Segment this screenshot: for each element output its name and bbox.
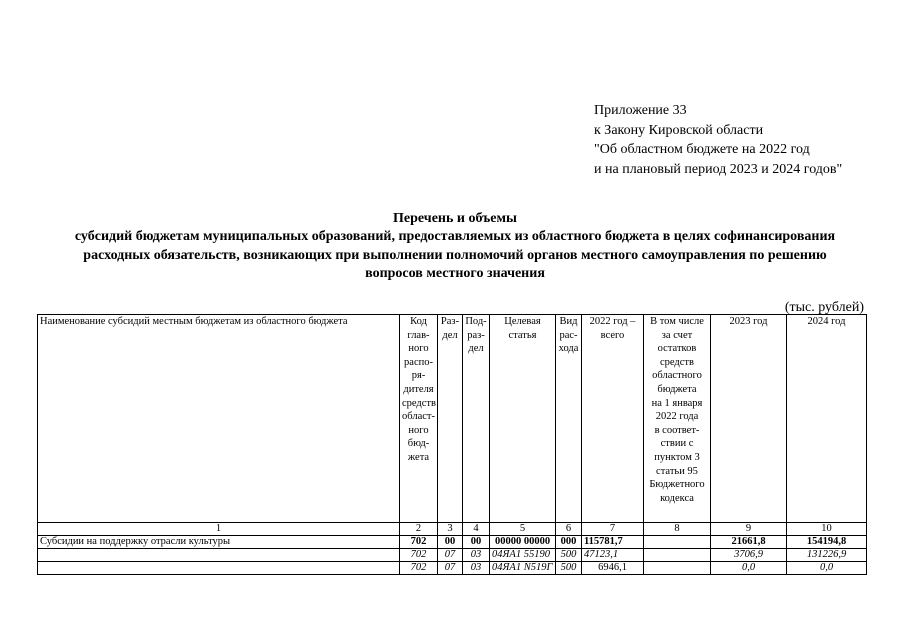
- header-line: област-: [402, 411, 435, 423]
- header-line: 2024 год: [807, 316, 846, 327]
- document-title: [30, 210, 880, 283]
- column-number: 8: [644, 523, 711, 536]
- header-2022: [582, 315, 644, 523]
- header-line: областного: [652, 370, 702, 382]
- appendix-line: и на плановый период 2023 и 2024 годов": [594, 161, 843, 177]
- header-target: [490, 315, 556, 523]
- title-line: субсидий бюджетам муниципальных образований, предоставляемых из областного бюджета в целях софинансирования: [74, 229, 836, 245]
- row-2022: 47123,1: [582, 549, 644, 562]
- title-line: вопросов местного значения: [365, 265, 545, 281]
- header-2024: [787, 315, 867, 523]
- subsidy-table: [37, 314, 867, 575]
- header-2023: [711, 315, 787, 523]
- header-line: кодекса: [660, 492, 694, 504]
- column-number: 6: [556, 523, 582, 536]
- header-line: Вид: [559, 316, 578, 327]
- header-subsection: [463, 315, 490, 523]
- header-line: ствии с: [660, 438, 694, 450]
- header-line: рас-: [559, 329, 578, 341]
- row-including: [644, 562, 711, 575]
- header-line: Под-: [465, 316, 487, 327]
- header-line: 2022 года: [655, 411, 699, 423]
- row-including: [644, 536, 711, 549]
- header-line: жета: [407, 451, 430, 463]
- row-2023: 3706,9: [711, 549, 787, 562]
- unit-label: (тыс. рублей): [784, 300, 864, 315]
- header-line: дителя: [403, 383, 434, 395]
- column-number: 10: [787, 523, 867, 536]
- row-2024: 131226,9: [787, 549, 867, 562]
- row-expense-type: 000: [556, 536, 582, 549]
- row-target: 04ЯА1 N519Г: [490, 562, 556, 575]
- header-row: [38, 315, 867, 523]
- row-name: [38, 562, 400, 575]
- header-line: ря-: [411, 370, 426, 382]
- column-number: 5: [490, 523, 556, 536]
- row-name: [38, 549, 400, 562]
- header-line: за счет: [661, 329, 693, 341]
- header-line: бюджета: [657, 383, 697, 395]
- header-code: [400, 315, 438, 523]
- row-subsection: 00: [463, 536, 490, 549]
- row-subsection: 03: [463, 562, 490, 575]
- header-line: дел: [468, 343, 484, 355]
- title-line: расходных обязательств, возникающих при выполнении полномочий органов местного самоуправления по решению: [83, 247, 827, 263]
- header-line: Целевая: [504, 316, 541, 327]
- row-code: 702: [400, 536, 438, 549]
- header-line: глав-: [407, 329, 430, 341]
- row-section: 00: [438, 536, 463, 549]
- row-2024: 154194,8: [787, 536, 867, 549]
- row-2023: 21661,8: [711, 536, 787, 549]
- appendix-line: Приложение 33: [594, 103, 687, 118]
- header-section: [438, 315, 463, 523]
- column-number: 4: [463, 523, 490, 536]
- header-line: раз-: [467, 329, 485, 341]
- row-2022: 115781,7: [582, 536, 644, 549]
- header-line: бюд-: [407, 438, 430, 450]
- row-2024: 0,0: [787, 562, 867, 575]
- header-line: ного: [408, 424, 429, 436]
- row-code: 702: [400, 549, 438, 562]
- header-line: всего: [600, 329, 625, 341]
- header-line: на 1 января: [651, 397, 703, 409]
- appendix-note: [594, 101, 842, 179]
- row-code: 702: [400, 562, 438, 575]
- column-number: 2: [400, 523, 438, 536]
- header-line: статьи 95: [656, 465, 698, 477]
- column-number: 7: [582, 523, 644, 536]
- header-line: средств: [402, 397, 436, 409]
- column-number: 3: [438, 523, 463, 536]
- header-line: 2022 год –: [589, 316, 636, 327]
- header-line: Раз-: [440, 316, 460, 327]
- header-line: хода: [558, 343, 579, 355]
- row-section: 07: [438, 562, 463, 575]
- row-target: 00000 00000: [490, 536, 556, 549]
- header-line: 2023 год: [729, 316, 768, 327]
- row-2023: 0,0: [711, 562, 787, 575]
- row-expense-type: 500: [556, 549, 582, 562]
- header-line: статья: [508, 329, 537, 341]
- row-target: 04ЯА1 55190: [490, 549, 556, 562]
- column-number: 1: [38, 523, 400, 536]
- row-subsection: 03: [463, 549, 490, 562]
- column-number: 9: [711, 523, 787, 536]
- header-name: Наименование субсидий местным бюджетам из областного бюджета: [38, 315, 400, 523]
- header-line: пунктом 3: [654, 451, 700, 463]
- header-line: средств: [660, 356, 694, 368]
- row-name: Субсидии на поддержку отрасли культуры: [38, 536, 400, 549]
- table-row: [38, 536, 867, 549]
- header-line: В том числе: [650, 316, 704, 327]
- header-line: Бюджетного: [649, 479, 705, 491]
- header-including: [644, 315, 711, 523]
- row-section: 07: [438, 549, 463, 562]
- table-row: [38, 562, 867, 575]
- header-line: в соответ-: [654, 424, 700, 436]
- table-row: [38, 549, 867, 562]
- appendix-line: к Закону Кировской области: [594, 122, 764, 138]
- header-line: распо-: [404, 356, 433, 368]
- header-expense-type: [556, 315, 582, 523]
- column-number-row: [38, 523, 867, 536]
- row-2022: 6946,1: [582, 562, 644, 575]
- header-line: дел: [442, 329, 458, 341]
- title-line: Перечень и объемы: [393, 211, 517, 226]
- header-line: остатков: [657, 343, 697, 355]
- header-line: Код: [410, 316, 427, 327]
- header-line: ного: [408, 343, 429, 355]
- row-including: [644, 549, 711, 562]
- row-expense-type: 500: [556, 562, 582, 575]
- appendix-line: "Об областном бюджете на 2022 год: [594, 142, 810, 157]
